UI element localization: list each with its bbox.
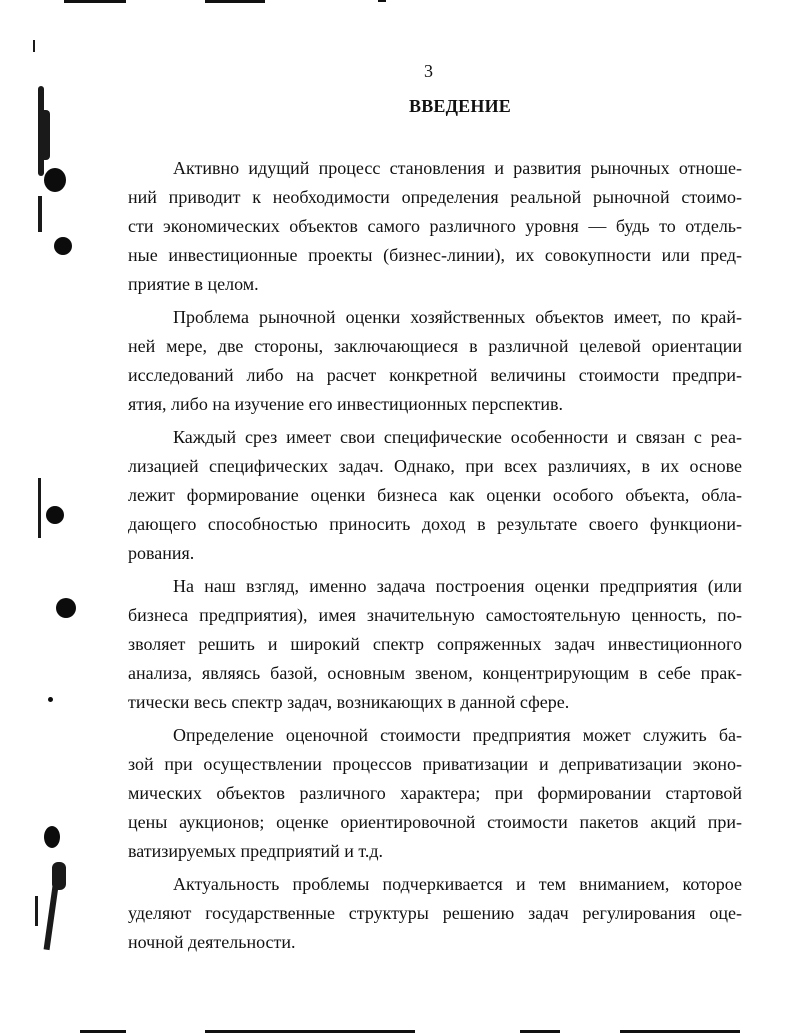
scan-artifact-bottom-bar-1 (80, 1030, 126, 1033)
paragraph-line: ятия, либо на изучение его инвестиционных перспектив. (128, 394, 563, 414)
scan-artifact-top-dot (378, 0, 386, 2)
punch-hole-4 (56, 598, 76, 618)
punch-hole-2 (54, 237, 72, 255)
paragraph-line: зволяет решить и широкий спектр сопряженных задач инвестиционного (128, 634, 742, 654)
scan-artifact-smear-7 (35, 896, 38, 926)
scan-artifact-edge-line (33, 40, 35, 52)
punch-hole-1 (44, 168, 66, 192)
scan-artifact-top-bar-1 (64, 0, 126, 3)
paragraph-line: Активно идущий процесс становления и развития рыночных отноше- (173, 158, 742, 178)
paragraph-line: Актуальность проблемы подчеркивается и тем вниманием, которое (173, 874, 742, 894)
paragraph-line: анализа, являясь базой, основным звеном, концентрирующим в себе прак- (128, 663, 742, 683)
punch-hole-6 (44, 826, 60, 848)
paragraph-6 (128, 870, 742, 957)
paragraph-line: мических объектов различного характера; при формировании стартовой (128, 783, 742, 803)
paragraph-line: лизацией специфических задач. Однако, при всех различиях, в их основе (128, 456, 742, 476)
paragraph-line: ватизируемых предприятий и т.д. (128, 841, 384, 861)
paragraph-line: ночной деятельности. (128, 932, 296, 952)
paragraph-line: бизнеса предприятия), имея значительную самостоятельную ценность, по- (128, 605, 742, 625)
paragraph-line: дающего способностью приносить доход в результате своего функциони- (128, 514, 742, 534)
paragraph-line: Определение оценочной стоимости предприятия может служить ба- (173, 725, 742, 745)
scan-artifact-smear-4 (38, 478, 41, 538)
paragraph-line: ней мере, две стороны, заключающиеся в различной целевой ориентации (128, 336, 742, 356)
punch-hole-3 (46, 506, 64, 524)
paragraph-line: На наш взгляд, именно задача построения оценки предприятия (или (173, 576, 742, 596)
scan-artifact-smear-3 (38, 196, 42, 232)
paragraph-line: приятие в целом. (128, 274, 259, 294)
paragraph-line: сти экономических объектов самого различного уровня — будь то отдель- (128, 216, 742, 236)
paragraph-line: ний приводит к необходимости определения реальной рыночной стоимо- (128, 187, 742, 207)
paragraph-line: Каждый срез имеет свои специфические особенности и связан с реа- (173, 427, 742, 447)
paragraph-line: зой при осуществлении процессов приватизации и деприватизации эконо- (128, 754, 742, 774)
scan-artifact-smear-6 (44, 886, 59, 950)
scan-artifact-bottom-bar-2 (205, 1030, 415, 1033)
paragraph-line: Проблема рыночной оценки хозяйственных объектов имеет, по край- (173, 307, 742, 327)
paragraph-5 (128, 721, 742, 866)
page-number: 3 (424, 61, 433, 81)
paragraph-line: лежит формирование оценки бизнеса как оценки особого объекта, обла- (128, 485, 742, 505)
section-heading: ВВЕДЕНИЕ (408, 96, 511, 116)
scan-artifact-smear-2 (40, 110, 50, 160)
paragraph-1 (128, 154, 742, 299)
punch-hole-5 (48, 697, 53, 702)
scan-artifact-top-bar-2 (205, 0, 265, 3)
scan-artifact-bottom-bar-3 (520, 1030, 560, 1033)
paragraph-line: рования. (128, 543, 195, 563)
paragraph-line: уделяют государственные структуры решению задач регулирования оце- (128, 903, 742, 923)
paragraph-line: ные инвестиционные проекты (бизнес-линии), их совокупности или пред- (128, 245, 742, 265)
paragraph-line: тически весь спектр задач, возникающих в данной сфере. (128, 692, 570, 712)
paragraph-line: цены аукционов; оценке ориентировочной стоимости пакетов акций при- (128, 812, 742, 832)
paragraph-4 (128, 572, 742, 717)
paragraph-2 (128, 303, 742, 419)
paragraph-line: исследований либо на расчет конкретной величины стоимости предпри- (128, 365, 742, 385)
paragraph-3 (128, 423, 742, 568)
scan-artifact-bottom-bar-4 (620, 1030, 740, 1033)
body-text (128, 154, 742, 961)
